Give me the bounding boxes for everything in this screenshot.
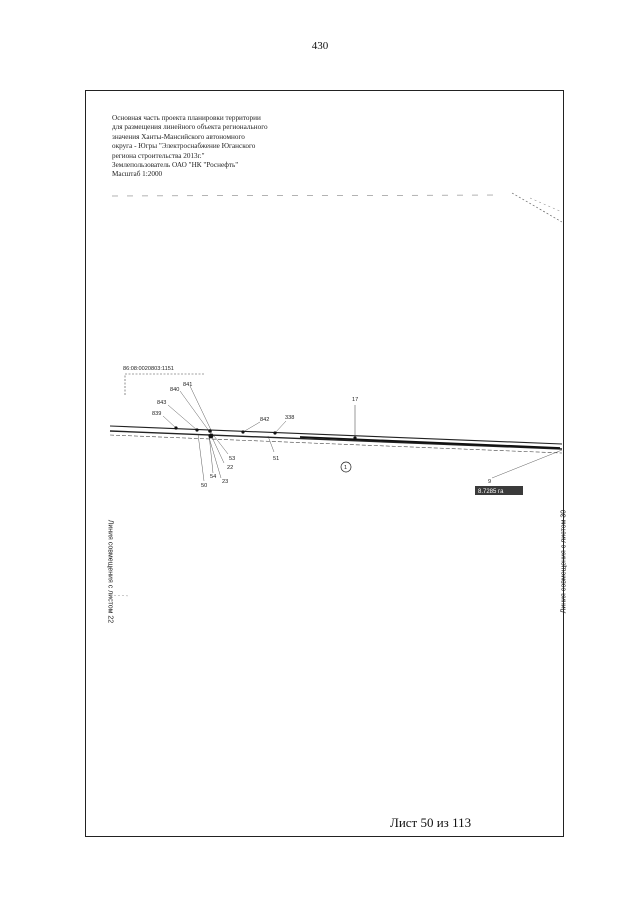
leader-842 xyxy=(243,422,260,432)
sheet-label: Лист 50 из 113 xyxy=(390,815,472,830)
point-label-51: 51 xyxy=(273,456,280,462)
title-line: округа - Югры "Электроснабжение Юганского xyxy=(112,142,256,151)
corridor-line-top xyxy=(110,426,562,444)
point-label-50: 50 xyxy=(201,483,208,489)
title-line: региона строительства 2013г." xyxy=(112,151,205,160)
point-label-842: 842 xyxy=(260,417,270,423)
combination-line-left-label: Линия совмещения с листом 22 xyxy=(106,519,114,624)
title-line: Землепользователь ОАО "НК "Роснефть" xyxy=(112,161,239,170)
scale-label: Масштаб 1:2000 xyxy=(112,170,163,179)
combination-line-right-label: Линия совмещения с листом 30 xyxy=(560,509,568,614)
survey-point-cluster xyxy=(209,434,214,439)
title-line: для размещения линейного объекта регионального xyxy=(112,123,268,132)
point-label-54: 54 xyxy=(210,474,217,480)
corridor-edge-upper-right xyxy=(512,193,562,222)
area-label: 8.7285 га xyxy=(478,489,504,495)
survey-point-338 xyxy=(273,431,276,434)
point-label-840: 840 xyxy=(170,387,180,393)
leader-840 xyxy=(180,391,209,431)
page-number: 430 xyxy=(311,40,329,52)
point-label-17: 17 xyxy=(352,397,359,403)
leader-area xyxy=(492,450,562,478)
point-label-53: 53 xyxy=(229,456,236,462)
survey-point-842 xyxy=(241,430,244,433)
survey-point-843 xyxy=(195,428,198,431)
point-label-22: 22 xyxy=(227,465,234,471)
leader-23 xyxy=(208,434,221,478)
cadastral-number: 86:08:0020803:1151 xyxy=(123,366,174,372)
boundary-dashed-top xyxy=(112,195,500,196)
point-label-338: 338 xyxy=(285,415,295,421)
leader-841 xyxy=(190,386,211,430)
point-label-23: 23 xyxy=(222,479,229,485)
survey-point-839 xyxy=(174,426,177,429)
corridor-line-main xyxy=(110,431,562,449)
point-label-9: 9 xyxy=(488,479,492,485)
point-label-843: 843 xyxy=(157,400,167,406)
survey-point-17 xyxy=(353,436,356,439)
leader-839 xyxy=(163,416,176,428)
leader-338 xyxy=(275,421,286,433)
point-label-1: 1 xyxy=(344,465,348,471)
point-label-839: 839 xyxy=(152,411,162,417)
leader-50 xyxy=(198,434,204,481)
title-line: Основная часть проекта планировки территории xyxy=(112,114,261,122)
point-label-841: 841 xyxy=(183,382,193,388)
corridor-edge-upper-right-2 xyxy=(530,198,562,212)
title-line: значения Ханты-Мансийского автономного xyxy=(112,132,245,141)
survey-point-840 xyxy=(208,429,212,433)
leader-51 xyxy=(268,436,274,452)
